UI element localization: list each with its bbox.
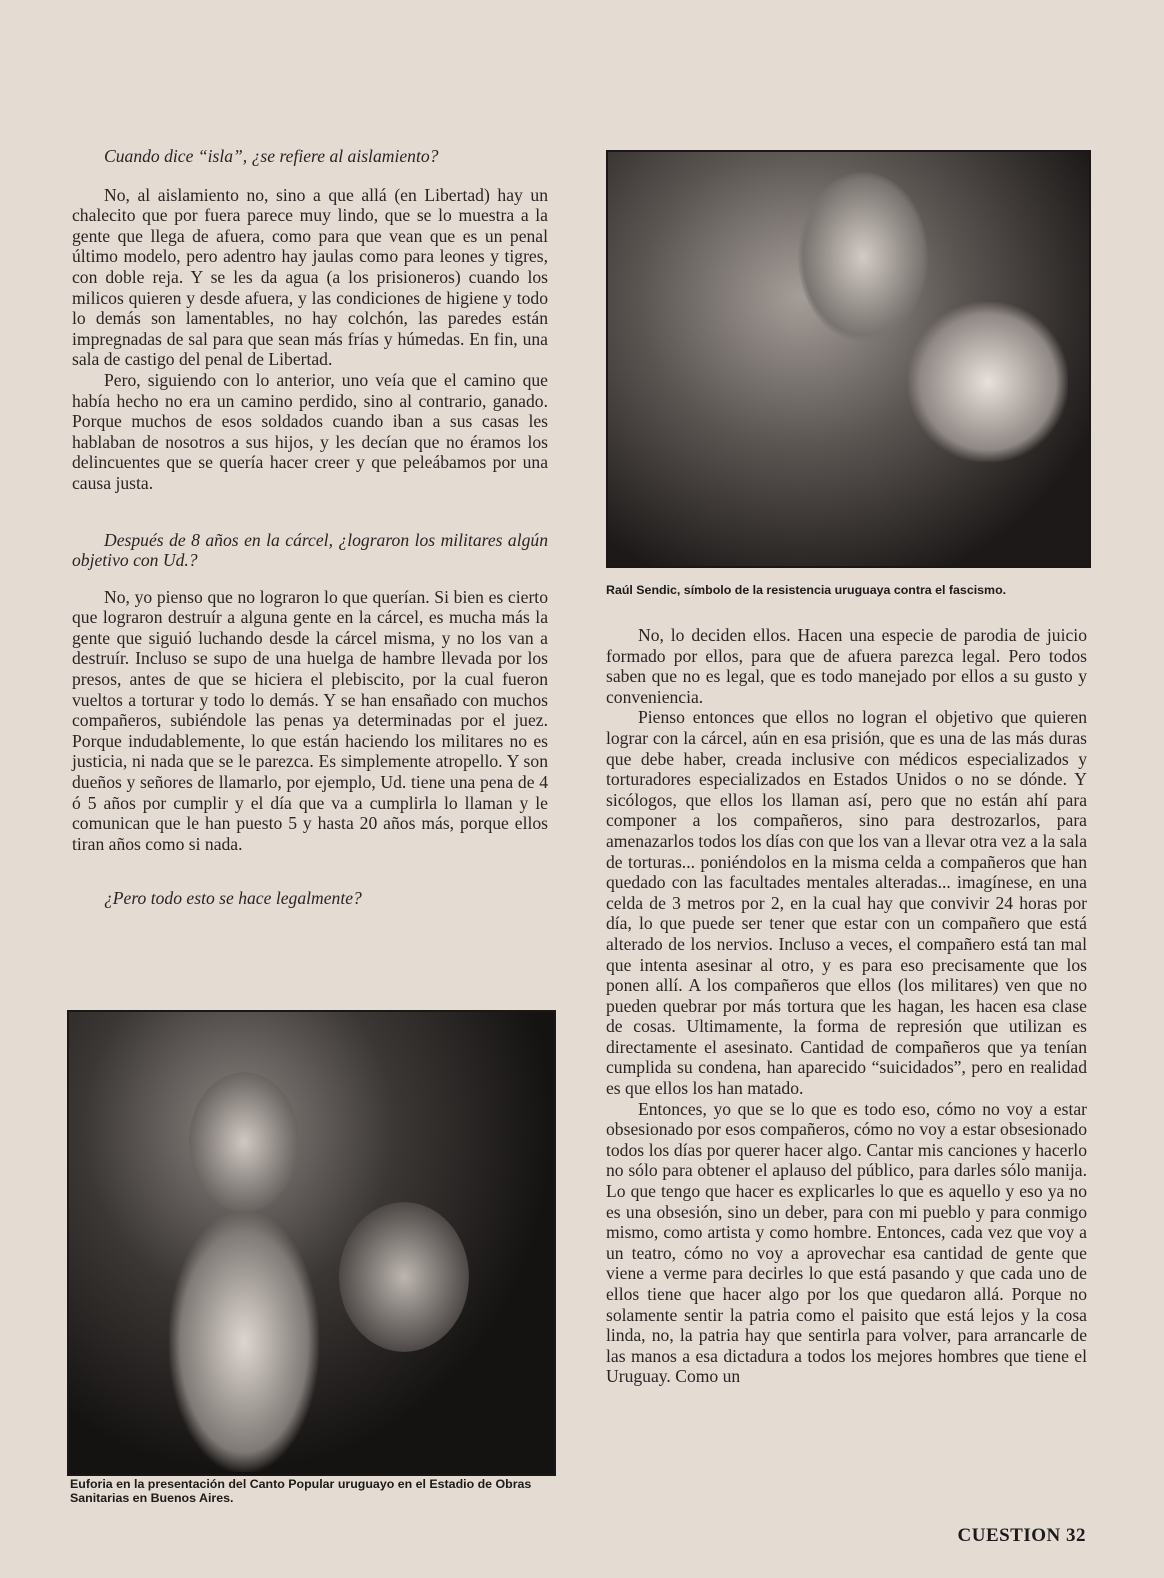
page-footer <box>958 1525 1087 1547</box>
raul-sendic-photo <box>606 150 1091 568</box>
answer-paragraph: No, lo deciden ellos. Hacen una especie de parodia de juicio formado por ellos, para que de afuera parezca legal. Pero todos saben que no es legal, que es todo manejado por ellos a su gusto y conveniencia. <box>606 625 1087 707</box>
left-column <box>72 146 548 909</box>
page-number: 32 <box>1066 1525 1086 1546</box>
interview-question: ¿Pero todo esto se hace legalmente? <box>104 888 362 909</box>
interview-question: Cuando dice “isla”, ¿se refiere al aislamiento? <box>104 146 439 166</box>
crowd-photo-caption: Euforia en la presentación del Canto Popular uruguayo en el Estadio de Obras Sanitarias en Buenos Aires. <box>70 1477 532 1505</box>
interview-question: Después de 8 años en la cárcel, ¿lograron los militares algún objetivo con Ud.? <box>72 529 548 571</box>
crowd-photo <box>67 1010 556 1476</box>
answer-paragraph: No, yo pienso que no lograron lo que querían. Si bien es cierto que lograron destruír a alguna gente en la cárcel, es mucha más la gente que siguió luchando desde la cárcel misma, y no los van a destruír. Incluso se supo de una huelga de hambre llevada por los presos, antes de que se hiciera el plebiscito, por la cual fueron vueltos a torturar y todo lo demás. Y se han ensañado con muchos compañeros, subiéndole las penas ya determinadas por el juez. Porque indudablemente, lo que están haciendo los militares no es justicia, ni nada que se le parezca. Es simplemente atropello. Y son dueños y señores de llamarlo, por ejemplo, Ud. tiene una pena de 4 ó 5 años por cumplir y el día que va a cumplirla lo llaman y le comunican que le han puesto 5 y hasta 20 años más, porque ellos tiran años como si nada. <box>72 586 548 854</box>
answer-paragraph: No, al aislamiento no, sino a que allá (en Libertad) hay un chalecito que por fuera parece muy lindo, que se lo muestra a la gente que llega de afuera, como para que vean que es un penal último modelo, pero adentro hay jaulas como para leones y tigres, con doble reja. Y se les da agua (a los prisioneros) cuando los milicos quieren y desde afuera, y las condiciones de higiene y todo lo demás son lamentables, no hay colchón, las paredes están impregnadas de sal para que sean más frías y húmedas. En fin, una sala de castigo del penal de Libertad. <box>72 184 548 370</box>
answer-paragraph: Pero, siguiendo con lo anterior, uno veía que el camino que había hecho no era un camino perdido, sino al contrario, ganado. Porque muchos de esos soldados cuando iban a sus casas les hablaban de nosotros a sus hijos, y les decían que no éramos los delincuentes que se quería hacer creer y que peleábamos por una causa justa. <box>72 369 548 493</box>
raul-sendic-photo-caption: Raúl Sendic, símbolo de la resistencia uruguaya contra el fascismo. <box>606 583 1007 597</box>
magazine-name: CUESTION <box>957 1525 1061 1546</box>
answer-paragraph: Entonces, yo que se lo que es todo eso, cómo no voy a estar obsesionado por esos compañeros, cómo no voy a estar obsesionado todos los días por querer hacer algo. Cantar mis canciones y hacerlo no sólo para obtener el aplauso del público, para darles sólo manija. Lo que tengo que hacer es explicarles lo que es aquello y eso ya no es una obsesión, sino un deber, para con mi pueblo y para conmigo mismo, como artista y como hombre. Entonces, cada vez que voy a un teatro, cómo no voy a aprovechar esa cantidad de gente que viene a verme para decirles lo que está pasando y que cada uno de ellos tiene que hacer algo por los que quedaron allá. Porque no solamente sentir la patria como el paisito que está lejos y la cosa linda, no, la patria hay que sentirla para volver, para arrancarle de las manos a esa dictadura a todos los mejores hombres que tiene el Uruguay. Como un <box>606 1098 1087 1387</box>
right-column <box>606 625 1087 1387</box>
answer-paragraph: Pienso entonces que ellos no logran el objetivo que quieren lograr con la cárcel, aún en esa prisión, que es una de las más duras que debe haber, creada inclusive con médicos especializados y torturadores especializados en Estados Unidos o no se dónde. Y sicólogos, que ellos los llaman así, pero que no están ahí para componer a los compañeros, sino para destrozarlos, para amenazarlos todos los días con que los van a llevar otra vez a la sala de torturas... poniéndolos en la misma celda a compañeros que han quedado con las facultades mentales alteradas... imagínese, en una celda de 3 metros por 2, en la cual hay que convivir 24 horas por día, lo que puede ser tener que estar con un compañero que está alterado de los nervios. Incluso a veces, el compañero está tan mal que intenta asesinar al otro, y es para eso precisamente que los ponen allí. A los compañeros que ellos (los militares) ven que no pueden quebrar por más tortura que les hagan, les hacen esa clase de cosas. Ultimamente, la forma de represión que utilizan es directamente el asesinato. Cantidad de compañeros que ya tenían cumplida su condena, han aparecido “suicidados”, pero en realidad es que ellos los han matado. <box>606 707 1087 1099</box>
